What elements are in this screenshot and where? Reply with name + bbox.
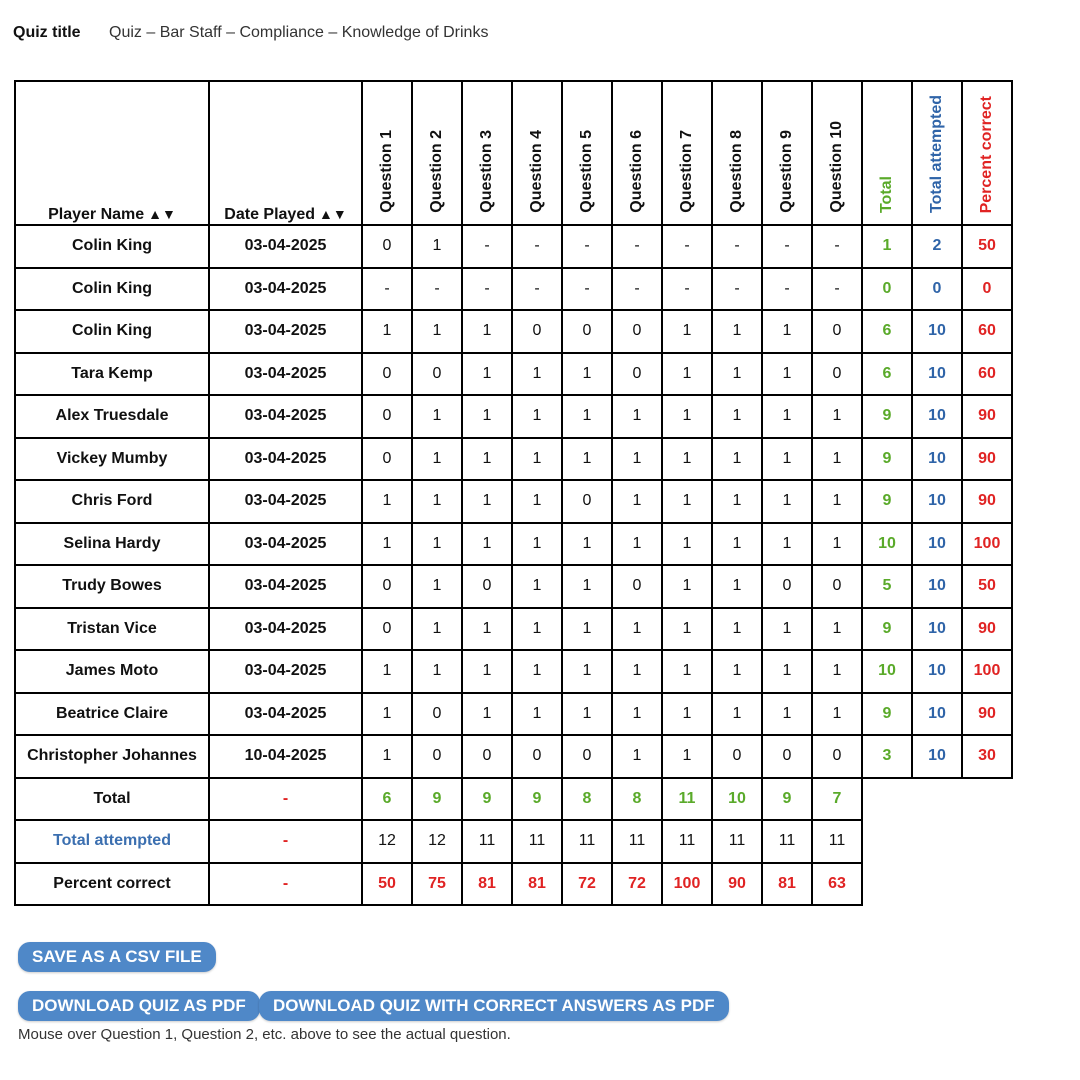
answer-cell: 1	[762, 438, 812, 481]
row-attempted-cell: 10	[912, 735, 962, 778]
answer-cell: -	[512, 268, 562, 311]
answer-cell: 0	[612, 565, 662, 608]
answer-cell: -	[762, 225, 812, 268]
player-name-cell: Chris Ford	[15, 480, 209, 523]
answer-cell: 1	[512, 353, 562, 396]
row-attempted-cell: 10	[912, 438, 962, 481]
summary-value-cell: 81	[462, 863, 512, 906]
summary-label: Total attempted	[15, 820, 209, 863]
answer-cell: 1	[512, 480, 562, 523]
question-header-1[interactable]	[362, 81, 412, 225]
answer-cell: 0	[562, 735, 612, 778]
answer-cell: 1	[812, 523, 862, 566]
summary-value-cell: 11	[812, 820, 862, 863]
table-row	[15, 693, 1012, 736]
row-percent-cell: 90	[962, 480, 1012, 523]
answer-cell: 1	[762, 608, 812, 651]
answer-cell: 1	[612, 395, 662, 438]
answer-cell: 0	[812, 565, 862, 608]
row-total-cell: 9	[862, 693, 912, 736]
row-percent-cell: 60	[962, 353, 1012, 396]
answer-cell: -	[812, 225, 862, 268]
summary-value-cell: 12	[362, 820, 412, 863]
row-attempted-cell: 10	[912, 565, 962, 608]
date-played-cell: 03-04-2025	[209, 608, 362, 651]
question-header-label: Question 5	[578, 130, 595, 213]
answer-cell: 1	[662, 438, 712, 481]
player-name-cell: Colin King	[15, 268, 209, 311]
total-header	[862, 81, 912, 225]
answer-cell: 1	[562, 608, 612, 651]
row-total-cell: 9	[862, 608, 912, 651]
summary-value-cell: 9	[762, 778, 812, 821]
summary-row	[15, 863, 1012, 906]
answer-cell: 1	[812, 650, 862, 693]
answer-cell: 0	[362, 438, 412, 481]
summary-row	[15, 778, 1012, 821]
empty-cell	[912, 863, 962, 906]
date-played-cell: 03-04-2025	[209, 225, 362, 268]
summary-value-cell: 10	[712, 778, 762, 821]
answer-cell: 1	[712, 438, 762, 481]
summary-value-cell: 8	[612, 778, 662, 821]
date-played-header[interactable]	[209, 81, 362, 225]
answer-cell: 0	[362, 225, 412, 268]
summary-value-cell: 12	[412, 820, 462, 863]
table-row	[15, 310, 1012, 353]
table-row	[15, 565, 1012, 608]
answer-cell: 0	[462, 735, 512, 778]
answer-cell: 1	[762, 480, 812, 523]
answer-cell: 1	[462, 650, 512, 693]
date-played-cell: 03-04-2025	[209, 480, 362, 523]
row-total-cell: 6	[862, 353, 912, 396]
answer-cell: 0	[612, 353, 662, 396]
table-row	[15, 523, 1012, 566]
question-header-label: Question 7	[678, 130, 695, 213]
answer-cell: 0	[812, 353, 862, 396]
question-header-2[interactable]	[412, 81, 462, 225]
answer-cell: 0	[462, 565, 512, 608]
answer-cell: -	[662, 225, 712, 268]
empty-cell	[962, 863, 1012, 906]
answer-cell: 1	[462, 608, 512, 651]
player-name-cell: Colin King	[15, 225, 209, 268]
date-played-cell: 03-04-2025	[209, 650, 362, 693]
answer-cell: 1	[712, 353, 762, 396]
player-name-cell: James Moto	[15, 650, 209, 693]
answer-cell: 1	[612, 608, 662, 651]
answer-cell: 0	[362, 353, 412, 396]
summary-value-cell: 81	[762, 863, 812, 906]
summary-label: Percent correct	[15, 863, 209, 906]
answer-cell: 1	[662, 310, 712, 353]
summary-value-cell: 7	[812, 778, 862, 821]
row-attempted-cell: 10	[912, 480, 962, 523]
sort-arrows-icon[interactable]: ▲▼	[148, 206, 176, 222]
summary-value-cell: 81	[512, 863, 562, 906]
answer-cell: 1	[562, 650, 612, 693]
answer-cell: 1	[412, 438, 462, 481]
player-name-cell: Tristan Vice	[15, 608, 209, 651]
table-row	[15, 353, 1012, 396]
answer-cell: 1	[812, 438, 862, 481]
player-name-cell: Alex Truesdale	[15, 395, 209, 438]
answer-cell: 1	[612, 650, 662, 693]
summary-value-cell: 72	[612, 863, 662, 906]
summary-value-cell: 11	[612, 820, 662, 863]
answer-cell: 0	[362, 608, 412, 651]
row-percent-cell: 30	[962, 735, 1012, 778]
question-header-4[interactable]	[512, 81, 562, 225]
answer-cell: 1	[412, 395, 462, 438]
table-row	[15, 395, 1012, 438]
row-attempted-cell: 10	[912, 523, 962, 566]
empty-cell	[862, 778, 912, 821]
table-row	[15, 268, 1012, 311]
answer-cell: 1	[712, 310, 762, 353]
summary-value-cell: 50	[362, 863, 412, 906]
hover-hint: Mouse over Question 1, Question 2, etc. above to see the actual question.	[18, 1026, 511, 1043]
summary-dash: -	[209, 778, 362, 821]
summary-value-cell: 11	[562, 820, 612, 863]
row-percent-cell: 90	[962, 395, 1012, 438]
answer-cell: 1	[412, 225, 462, 268]
question-header-6[interactable]	[612, 81, 662, 225]
answer-cell: 1	[762, 395, 812, 438]
question-header-3[interactable]	[462, 81, 512, 225]
answer-cell: 0	[612, 310, 662, 353]
answer-cell: 0	[412, 735, 462, 778]
answer-cell: 0	[362, 395, 412, 438]
question-header-label: Question 8	[728, 130, 745, 213]
answer-cell: 1	[662, 480, 712, 523]
row-total-cell: 9	[862, 395, 912, 438]
answer-cell: 1	[462, 438, 512, 481]
summary-value-cell: 11	[762, 820, 812, 863]
row-total-cell: 3	[862, 735, 912, 778]
answer-cell: 0	[562, 310, 612, 353]
row-attempted-cell: 10	[912, 353, 962, 396]
row-attempted-cell: 10	[912, 310, 962, 353]
answer-cell: 1	[762, 353, 812, 396]
summary-value-cell: 75	[412, 863, 462, 906]
answer-cell: 1	[362, 735, 412, 778]
answer-cell: 1	[462, 480, 512, 523]
answer-cell: 1	[662, 353, 712, 396]
summary-row	[15, 820, 1012, 863]
summary-value-cell: 11	[462, 820, 512, 863]
summary-value-cell: 9	[412, 778, 462, 821]
answer-cell: 1	[762, 650, 812, 693]
answer-cell: -	[462, 225, 512, 268]
answer-cell: 0	[762, 735, 812, 778]
table-row	[15, 608, 1012, 651]
row-percent-cell: 90	[962, 608, 1012, 651]
answer-cell: -	[562, 268, 612, 311]
player-name-cell: Christopher Johannes	[15, 735, 209, 778]
question-header-label: Question 10	[828, 121, 845, 213]
answer-cell: 1	[612, 480, 662, 523]
answer-cell: 1	[462, 395, 512, 438]
answer-cell: 0	[562, 480, 612, 523]
answer-cell: 1	[712, 395, 762, 438]
summary-value-cell: 72	[562, 863, 612, 906]
empty-cell	[962, 820, 1012, 863]
answer-cell: 1	[662, 565, 712, 608]
question-header-label: Question 4	[528, 130, 545, 213]
date-played-cell: 03-04-2025	[209, 438, 362, 481]
table-row	[15, 480, 1012, 523]
summary-dash: -	[209, 863, 362, 906]
percent-correct-header	[962, 81, 1012, 225]
player-name-header-label: Player Name	[48, 206, 145, 223]
question-header-9[interactable]	[762, 81, 812, 225]
answer-cell: 1	[662, 608, 712, 651]
answer-cell: 1	[812, 480, 862, 523]
answer-cell: 1	[712, 650, 762, 693]
row-percent-cell: 50	[962, 225, 1012, 268]
answer-cell: -	[562, 225, 612, 268]
row-percent-cell: 50	[962, 565, 1012, 608]
table-row	[15, 225, 1012, 268]
question-header-label: Question 2	[428, 130, 445, 213]
question-header-label: Question 3	[478, 130, 495, 213]
answer-cell: -	[462, 268, 512, 311]
download-pdf-answers-button[interactable]: DOWNLOAD QUIZ WITH CORRECT ANSWERS AS PDF	[259, 991, 729, 1021]
answer-cell: 1	[712, 565, 762, 608]
answer-cell: 1	[662, 735, 712, 778]
row-attempted-cell: 10	[912, 608, 962, 651]
question-header-8[interactable]	[712, 81, 762, 225]
total-header-label: Total	[878, 175, 895, 213]
row-attempted-cell: 10	[912, 650, 962, 693]
row-attempted-cell: 0	[912, 268, 962, 311]
question-header-label: Question 1	[378, 130, 395, 213]
answer-cell: 0	[812, 735, 862, 778]
answer-cell: -	[762, 268, 812, 311]
date-played-cell: 03-04-2025	[209, 565, 362, 608]
summary-value-cell: 11	[512, 820, 562, 863]
answer-cell: 1	[612, 735, 662, 778]
row-total-cell: 9	[862, 438, 912, 481]
question-header-7[interactable]	[662, 81, 712, 225]
row-total-cell: 10	[862, 523, 912, 566]
answer-cell: -	[712, 268, 762, 311]
player-name-cell: Selina Hardy	[15, 523, 209, 566]
table-row	[15, 650, 1012, 693]
total-attempted-header	[912, 81, 962, 225]
percent-correct-header-label: Percent correct	[978, 95, 995, 213]
player-name-cell: Beatrice Claire	[15, 693, 209, 736]
date-played-header-label: Date Played	[224, 206, 315, 223]
question-header-label: Question 9	[778, 130, 795, 213]
row-total-cell: 10	[862, 650, 912, 693]
answer-cell: -	[612, 268, 662, 311]
answer-cell: 0	[712, 735, 762, 778]
answer-cell: 0	[812, 310, 862, 353]
answer-cell: 1	[562, 565, 612, 608]
date-played-cell: 03-04-2025	[209, 353, 362, 396]
answer-cell: 0	[512, 310, 562, 353]
sort-arrows-icon[interactable]: ▲▼	[319, 206, 347, 222]
row-total-cell: 6	[862, 310, 912, 353]
quiz-title: Quiz – Bar Staff – Compliance – Knowledge of Drinks	[109, 24, 489, 41]
summary-value-cell: 11	[662, 820, 712, 863]
answer-cell: 1	[762, 523, 812, 566]
answer-cell: 1	[712, 480, 762, 523]
player-name-cell: Vickey Mumby	[15, 438, 209, 481]
answer-cell: 1	[612, 438, 662, 481]
answer-cell: 1	[512, 650, 562, 693]
answer-cell: -	[362, 268, 412, 311]
quiz-title-label: Quiz title	[13, 24, 81, 41]
answer-cell: 1	[662, 650, 712, 693]
row-percent-cell: 0	[962, 268, 1012, 311]
date-played-cell: 03-04-2025	[209, 523, 362, 566]
row-total-cell: 5	[862, 565, 912, 608]
summary-value-cell: 9	[462, 778, 512, 821]
answer-cell: -	[712, 225, 762, 268]
empty-cell	[912, 778, 962, 821]
answer-cell: -	[512, 225, 562, 268]
answer-cell: 1	[562, 438, 612, 481]
summary-value-cell: 8	[562, 778, 612, 821]
answer-cell: 0	[412, 693, 462, 736]
row-percent-cell: 60	[962, 310, 1012, 353]
answer-cell: 1	[462, 523, 512, 566]
answer-cell: 1	[812, 693, 862, 736]
summary-value-cell: 11	[712, 820, 762, 863]
date-played-cell: 10-04-2025	[209, 735, 362, 778]
answer-cell: 1	[362, 310, 412, 353]
summary-value-cell: 63	[812, 863, 862, 906]
row-percent-cell: 100	[962, 650, 1012, 693]
row-total-cell: 1	[862, 225, 912, 268]
summary-dash: -	[209, 820, 362, 863]
row-total-cell: 0	[862, 268, 912, 311]
answer-cell: 1	[612, 693, 662, 736]
empty-cell	[862, 820, 912, 863]
answer-cell: 1	[562, 353, 612, 396]
answer-cell: 0	[762, 565, 812, 608]
answer-cell: 1	[412, 650, 462, 693]
row-attempted-cell: 10	[912, 693, 962, 736]
answer-cell: 1	[512, 438, 562, 481]
answer-cell: 1	[412, 310, 462, 353]
answer-cell: 1	[662, 395, 712, 438]
answer-cell: -	[812, 268, 862, 311]
row-total-cell: 9	[862, 480, 912, 523]
row-attempted-cell: 10	[912, 395, 962, 438]
player-name-cell: Tara Kemp	[15, 353, 209, 396]
summary-value-cell: 9	[512, 778, 562, 821]
table-row	[15, 438, 1012, 481]
date-played-cell: 03-04-2025	[209, 395, 362, 438]
row-percent-cell: 90	[962, 693, 1012, 736]
summary-value-cell: 90	[712, 863, 762, 906]
answer-cell: 1	[712, 608, 762, 651]
answer-cell: 0	[412, 353, 462, 396]
answer-cell: 1	[412, 523, 462, 566]
answer-cell: 1	[462, 310, 512, 353]
download-pdf-button[interactable]: DOWNLOAD QUIZ AS PDF	[18, 991, 260, 1021]
answer-cell: 1	[612, 523, 662, 566]
answer-cell: 1	[562, 395, 612, 438]
question-header-label: Question 6	[628, 130, 645, 213]
date-played-cell: 03-04-2025	[209, 268, 362, 311]
empty-cell	[962, 778, 1012, 821]
empty-cell	[862, 863, 912, 906]
answer-cell: 1	[562, 523, 612, 566]
answer-cell: 1	[462, 693, 512, 736]
answer-cell: 1	[362, 693, 412, 736]
answer-cell: 1	[362, 480, 412, 523]
question-header-10[interactable]	[812, 81, 862, 225]
answer-cell: 1	[812, 395, 862, 438]
answer-cell: -	[662, 268, 712, 311]
answer-cell: 0	[362, 565, 412, 608]
results-table	[14, 80, 1013, 906]
answer-cell: 1	[662, 523, 712, 566]
answer-cell: 1	[712, 693, 762, 736]
answer-cell: 1	[562, 693, 612, 736]
answer-cell: 1	[762, 310, 812, 353]
row-percent-cell: 100	[962, 523, 1012, 566]
summary-value-cell: 6	[362, 778, 412, 821]
answer-cell: 1	[412, 480, 462, 523]
row-percent-cell: 90	[962, 438, 1012, 481]
summary-value-cell: 100	[662, 863, 712, 906]
answer-cell: 1	[462, 353, 512, 396]
answer-cell: -	[612, 225, 662, 268]
player-name-cell: Trudy Bowes	[15, 565, 209, 608]
answer-cell: 1	[762, 693, 812, 736]
answer-cell: 1	[512, 608, 562, 651]
save-csv-button[interactable]: SAVE AS A CSV FILE	[18, 942, 216, 972]
answer-cell: 1	[362, 523, 412, 566]
date-played-cell: 03-04-2025	[209, 693, 362, 736]
summary-label: Total	[15, 778, 209, 821]
total-attempted-header-label: Total attempted	[928, 95, 945, 213]
answer-cell: 1	[412, 565, 462, 608]
answer-cell: 1	[512, 693, 562, 736]
player-name-header[interactable]	[15, 81, 209, 225]
answer-cell: -	[412, 268, 462, 311]
table-header-row	[15, 81, 1012, 225]
answer-cell: 1	[412, 608, 462, 651]
summary-value-cell: 11	[662, 778, 712, 821]
answer-cell: 0	[512, 735, 562, 778]
quiz-title-row	[13, 24, 488, 42]
answer-cell: 1	[362, 650, 412, 693]
question-header-5[interactable]	[562, 81, 612, 225]
answer-cell: 1	[512, 565, 562, 608]
table-row	[15, 735, 1012, 778]
answer-cell: 1	[812, 608, 862, 651]
answer-cell: 1	[512, 395, 562, 438]
date-played-cell: 03-04-2025	[209, 310, 362, 353]
answer-cell: 1	[712, 523, 762, 566]
empty-cell	[912, 820, 962, 863]
player-name-cell: Colin King	[15, 310, 209, 353]
answer-cell: 1	[662, 693, 712, 736]
answer-cell: 1	[512, 523, 562, 566]
row-attempted-cell: 2	[912, 225, 962, 268]
